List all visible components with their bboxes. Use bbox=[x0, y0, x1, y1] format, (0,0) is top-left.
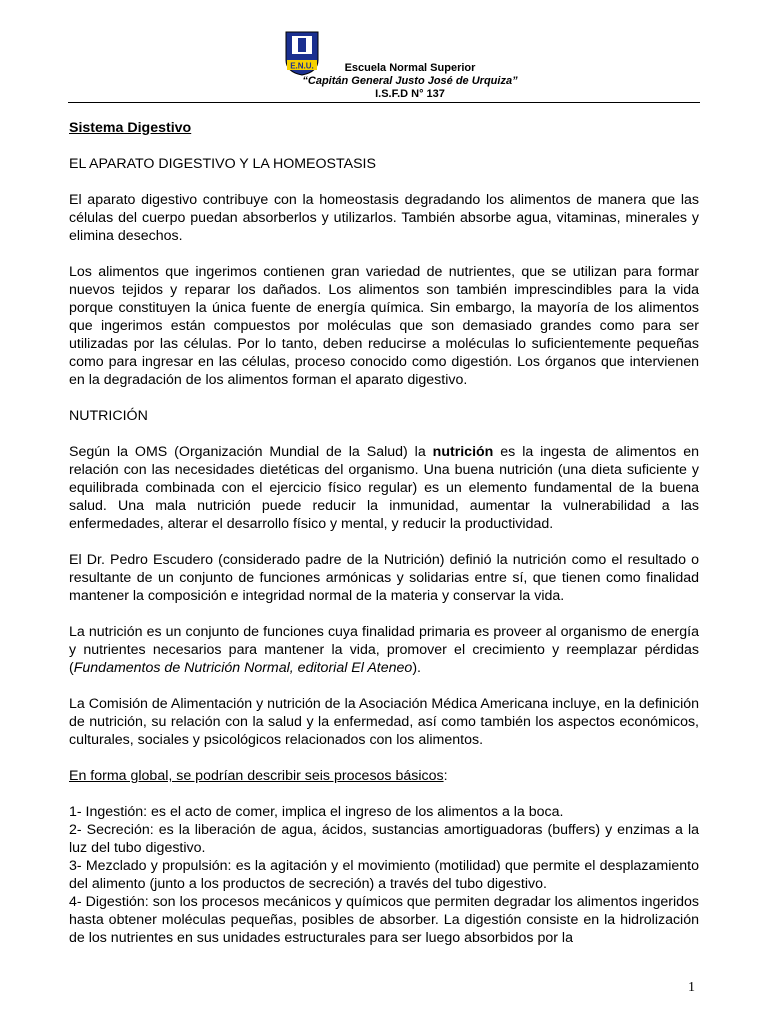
school-header bbox=[250, 62, 570, 101]
paragraph-3-post: es la ingesta de alimentos en relación con las necesidades dietéticas del organismo. Una buena nutrición (una dieta suficiente y equilibrada combinada con el ejercicio físico regular) es un elemento fundamental de la buena salud. Una mala nutrición puede reducir la inmunidad, aumentar la vulnerabilidad a las enfermedades, alterar el desarrollo físico y mental, y reducir la productividad. bbox=[69, 444, 699, 532]
paragraph-5 bbox=[69, 623, 699, 677]
paragraph-3-bold: nutrición bbox=[432, 444, 494, 460]
list-intro bbox=[69, 767, 699, 785]
list-item: 4- Digestión: son los procesos mecánicos y químicos que permiten degradar los alimentos ingeridos hasta obtener moléculas pequeñas, posibles de absorber. La digestión consiste en la hidrolización de los nutrientes en sus unidades estructurales para ser luego absorbidos por la bbox=[69, 894, 699, 946]
paragraph-2: Los alimentos que ingerimos contienen gran variedad de nutrientes, que se utilizan para formar nuevos tejidos y reparar los dañados. Los alimentos son también imprescindibles para la vida porque constituyen la única fuente de energía química. Sin embargo, la mayoría de los alimentos que ingerimos están compuestos por moléculas que son demasiado grandes como para ser utilizadas por las células. Por lo tanto, deben reducirse a moléculas lo suficientemente pequeñas como para ingresar en las células, proceso conocido como digestión. Los órganos que intervienen en la degradación de los alimentos forman el aparato digestivo. bbox=[69, 264, 699, 388]
document-body bbox=[69, 119, 699, 947]
school-name: Escuela Normal Superior bbox=[344, 62, 476, 74]
paragraph-5-citation: Fundamentos de Nutrición Normal, editorial El Ateneo bbox=[73, 660, 413, 676]
page-number: 1 bbox=[688, 980, 695, 995]
document-title: Sistema Digestivo bbox=[69, 120, 192, 136]
list-intro-colon: : bbox=[443, 768, 448, 784]
paragraph-3-pre: Según la OMS (Organización Mundial de la Salud) la bbox=[69, 444, 433, 460]
paragraph-1: El aparato digestivo contribuye con la homeostasis degradando los alimentos de manera que las células del cuerpo puedan absorberlos y utilizarlos. También absorbe agua, vitaminas, minerales y elimina desechos. bbox=[69, 192, 699, 244]
document-subtitle: EL APARATO DIGESTIVO Y LA HOMEOSTASIS bbox=[69, 156, 376, 172]
list-item: 3- Mezclado y propulsión: es la agitación y el movimiento (motilidad) que permite el desplazamiento del alimento (junto a los productos de secreción) a través del tubo digestivo. bbox=[69, 858, 699, 892]
school-full-name: “Capitán General Justo José de Urquiza” bbox=[302, 75, 518, 87]
paragraph-5-post: ). bbox=[412, 660, 421, 676]
paragraph-6: La Comisión de Alimentación y nutrición de la Asociación Médica Americana incluye, en la definición de nutrición, su relación con la salud y la enfermedad, así como también los aspectos económicos, culturales, sociales y psicológicos relacionados con los alimentos. bbox=[69, 696, 699, 748]
header-divider bbox=[68, 102, 700, 103]
process-list bbox=[69, 803, 699, 947]
section-heading-nutricion: NUTRICIÓN bbox=[69, 408, 148, 424]
logo-lettering: E.N.U. bbox=[290, 61, 314, 71]
list-item: 2- Secreción: es la liberación de agua, ácidos, sustancias amortiguadoras (buffers) y enzimas a la luz del tubo digestivo. bbox=[69, 822, 699, 856]
paragraph-3 bbox=[69, 443, 699, 533]
paragraph-4: El Dr. Pedro Escudero (considerado padre de la Nutrición) definió la nutrición como el resultado o resultante de un conjunto de funciones armónicas y solidarias entre sí, que tienen como finalidad mantener la composición e integridad normal de la materia y conservar la vida. bbox=[69, 552, 699, 604]
institute-code: I.S.F.D N° 137 bbox=[375, 88, 445, 100]
list-intro-text: En forma global, se podrían describir seis procesos básicos bbox=[69, 768, 444, 784]
list-item: 1- Ingestión: es el acto de comer, implica el ingreso de los alimentos a la boca. bbox=[69, 804, 564, 820]
paragraph-5-pre: La nutrición es un conjunto de funciones cuya finalidad primaria es proveer al organismo de energía y nutrientes necesarios para mantener la vida, promover el crecimiento y reemplazar pérdidas ( bbox=[69, 624, 699, 676]
